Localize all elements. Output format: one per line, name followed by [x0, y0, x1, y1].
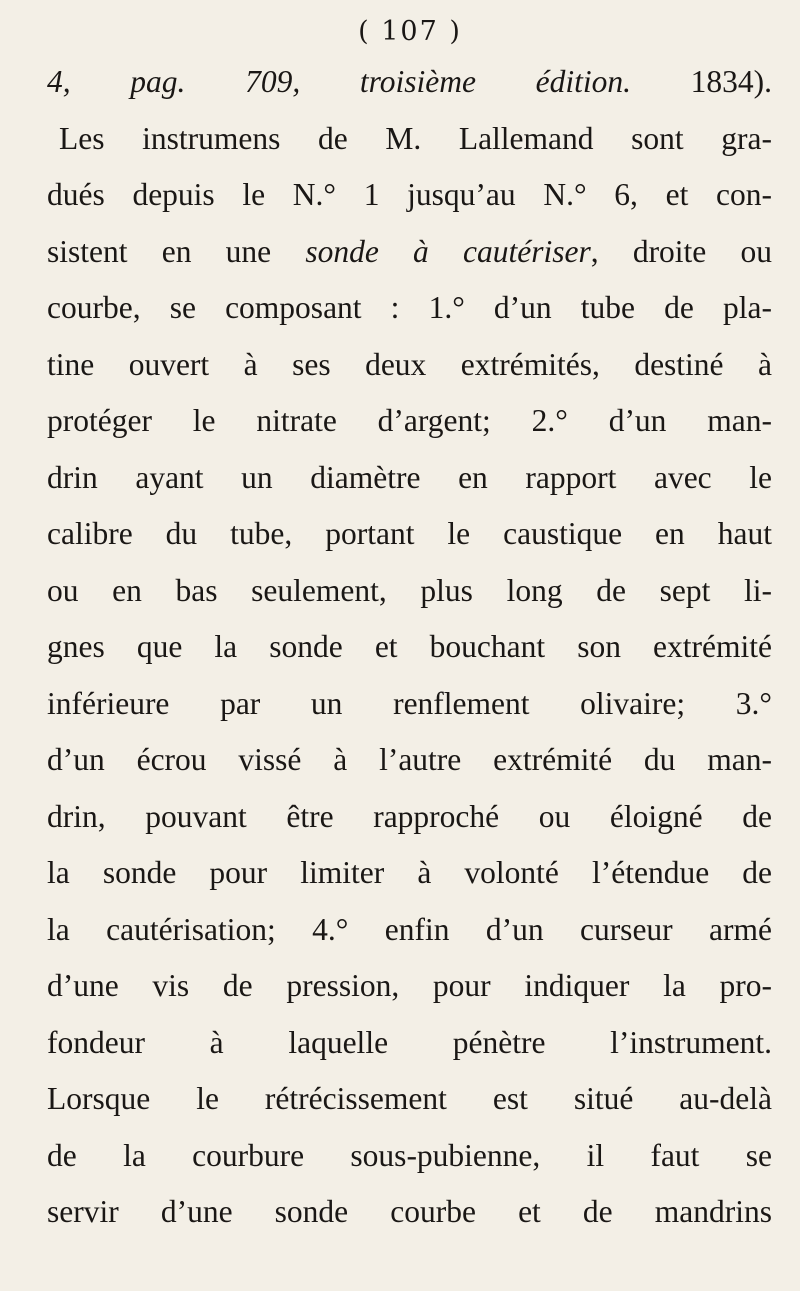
text-line [47, 619, 772, 676]
text-segment: tine ouvert à ses deux extrémités, destiné à [47, 346, 772, 382]
text-segment: 1834). [690, 64, 773, 99]
text-line [47, 789, 772, 846]
text-segment: servir d’une sonde courbe et de mandrins [47, 1194, 772, 1229]
text-line [47, 450, 772, 507]
text-segment: sistent en une [47, 233, 306, 269]
text-segment: fondeur à laquelle pénètre l’instrument. [47, 1024, 772, 1060]
text-line [47, 732, 772, 789]
text-segment: drin ayant un diamètre en rapport avec le [47, 459, 772, 495]
text-line [47, 1015, 772, 1072]
text-segment: calibre du tube, portant le caustique en haut [47, 516, 772, 551]
text-segment: protéger le nitrate d’argent; 2.° d’un man- [47, 403, 772, 438]
text-segment: drin, pouvant être rapproché ou éloigné de [47, 798, 772, 834]
text-segment: d’une vis de pression, pour indiquer la pro- [47, 968, 772, 1003]
text-segment: de la courbure sous-pubienne, il faut se [47, 1137, 772, 1173]
text-segment: ou en bas seulement, plus long de sept li- [47, 572, 772, 608]
italic-text: 709, [245, 64, 360, 99]
text-line [47, 111, 772, 168]
text-segment: la cautérisation; 4.° enfin d’un curseur armé [47, 911, 772, 947]
text-segment: inférieure par un renflement olivaire; 3.° [47, 685, 772, 721]
text-line [47, 224, 772, 281]
text-line [47, 1071, 772, 1128]
text-line [47, 393, 772, 450]
text-line [47, 1184, 772, 1241]
text-segment: gnes que la sonde et bouchant son extrémité [47, 629, 772, 664]
text-line [47, 958, 772, 1015]
text-segment: Lorsque le rétrécissement est situé au-delà [47, 1081, 772, 1116]
text-line [47, 563, 772, 620]
text-line [47, 54, 772, 111]
text-segment: , droite ou [590, 233, 772, 269]
text-line [47, 167, 772, 224]
text-line [47, 506, 772, 563]
text-line [47, 280, 772, 337]
page-number: ( 107 ) [358, 16, 462, 47]
text-line [47, 676, 772, 733]
text-line [47, 1128, 772, 1185]
italic-text: troisième édition. [359, 64, 691, 99]
italic-text: pag. [130, 64, 246, 99]
text-line [47, 337, 772, 394]
text-segment: courbe, se composant : 1.° d’un tube de pla- [47, 290, 772, 325]
italic-text: sonde à cautériser [305, 233, 591, 269]
text-segment: Les instrumens de M. Lallemand sont gra- [59, 120, 772, 156]
italic-text: 4, [47, 64, 131, 99]
text-segment: d’un écrou vissé à l’autre extrémité du man- [47, 742, 772, 777]
text-line [47, 902, 772, 959]
body-text [47, 54, 772, 1241]
text-segment: dués depuis le N.° 1 jusqu’au N.° 6, et con- [47, 177, 772, 212]
text-line [47, 845, 772, 902]
text-segment: la sonde pour limiter à volonté l’étendue de [47, 855, 772, 890]
